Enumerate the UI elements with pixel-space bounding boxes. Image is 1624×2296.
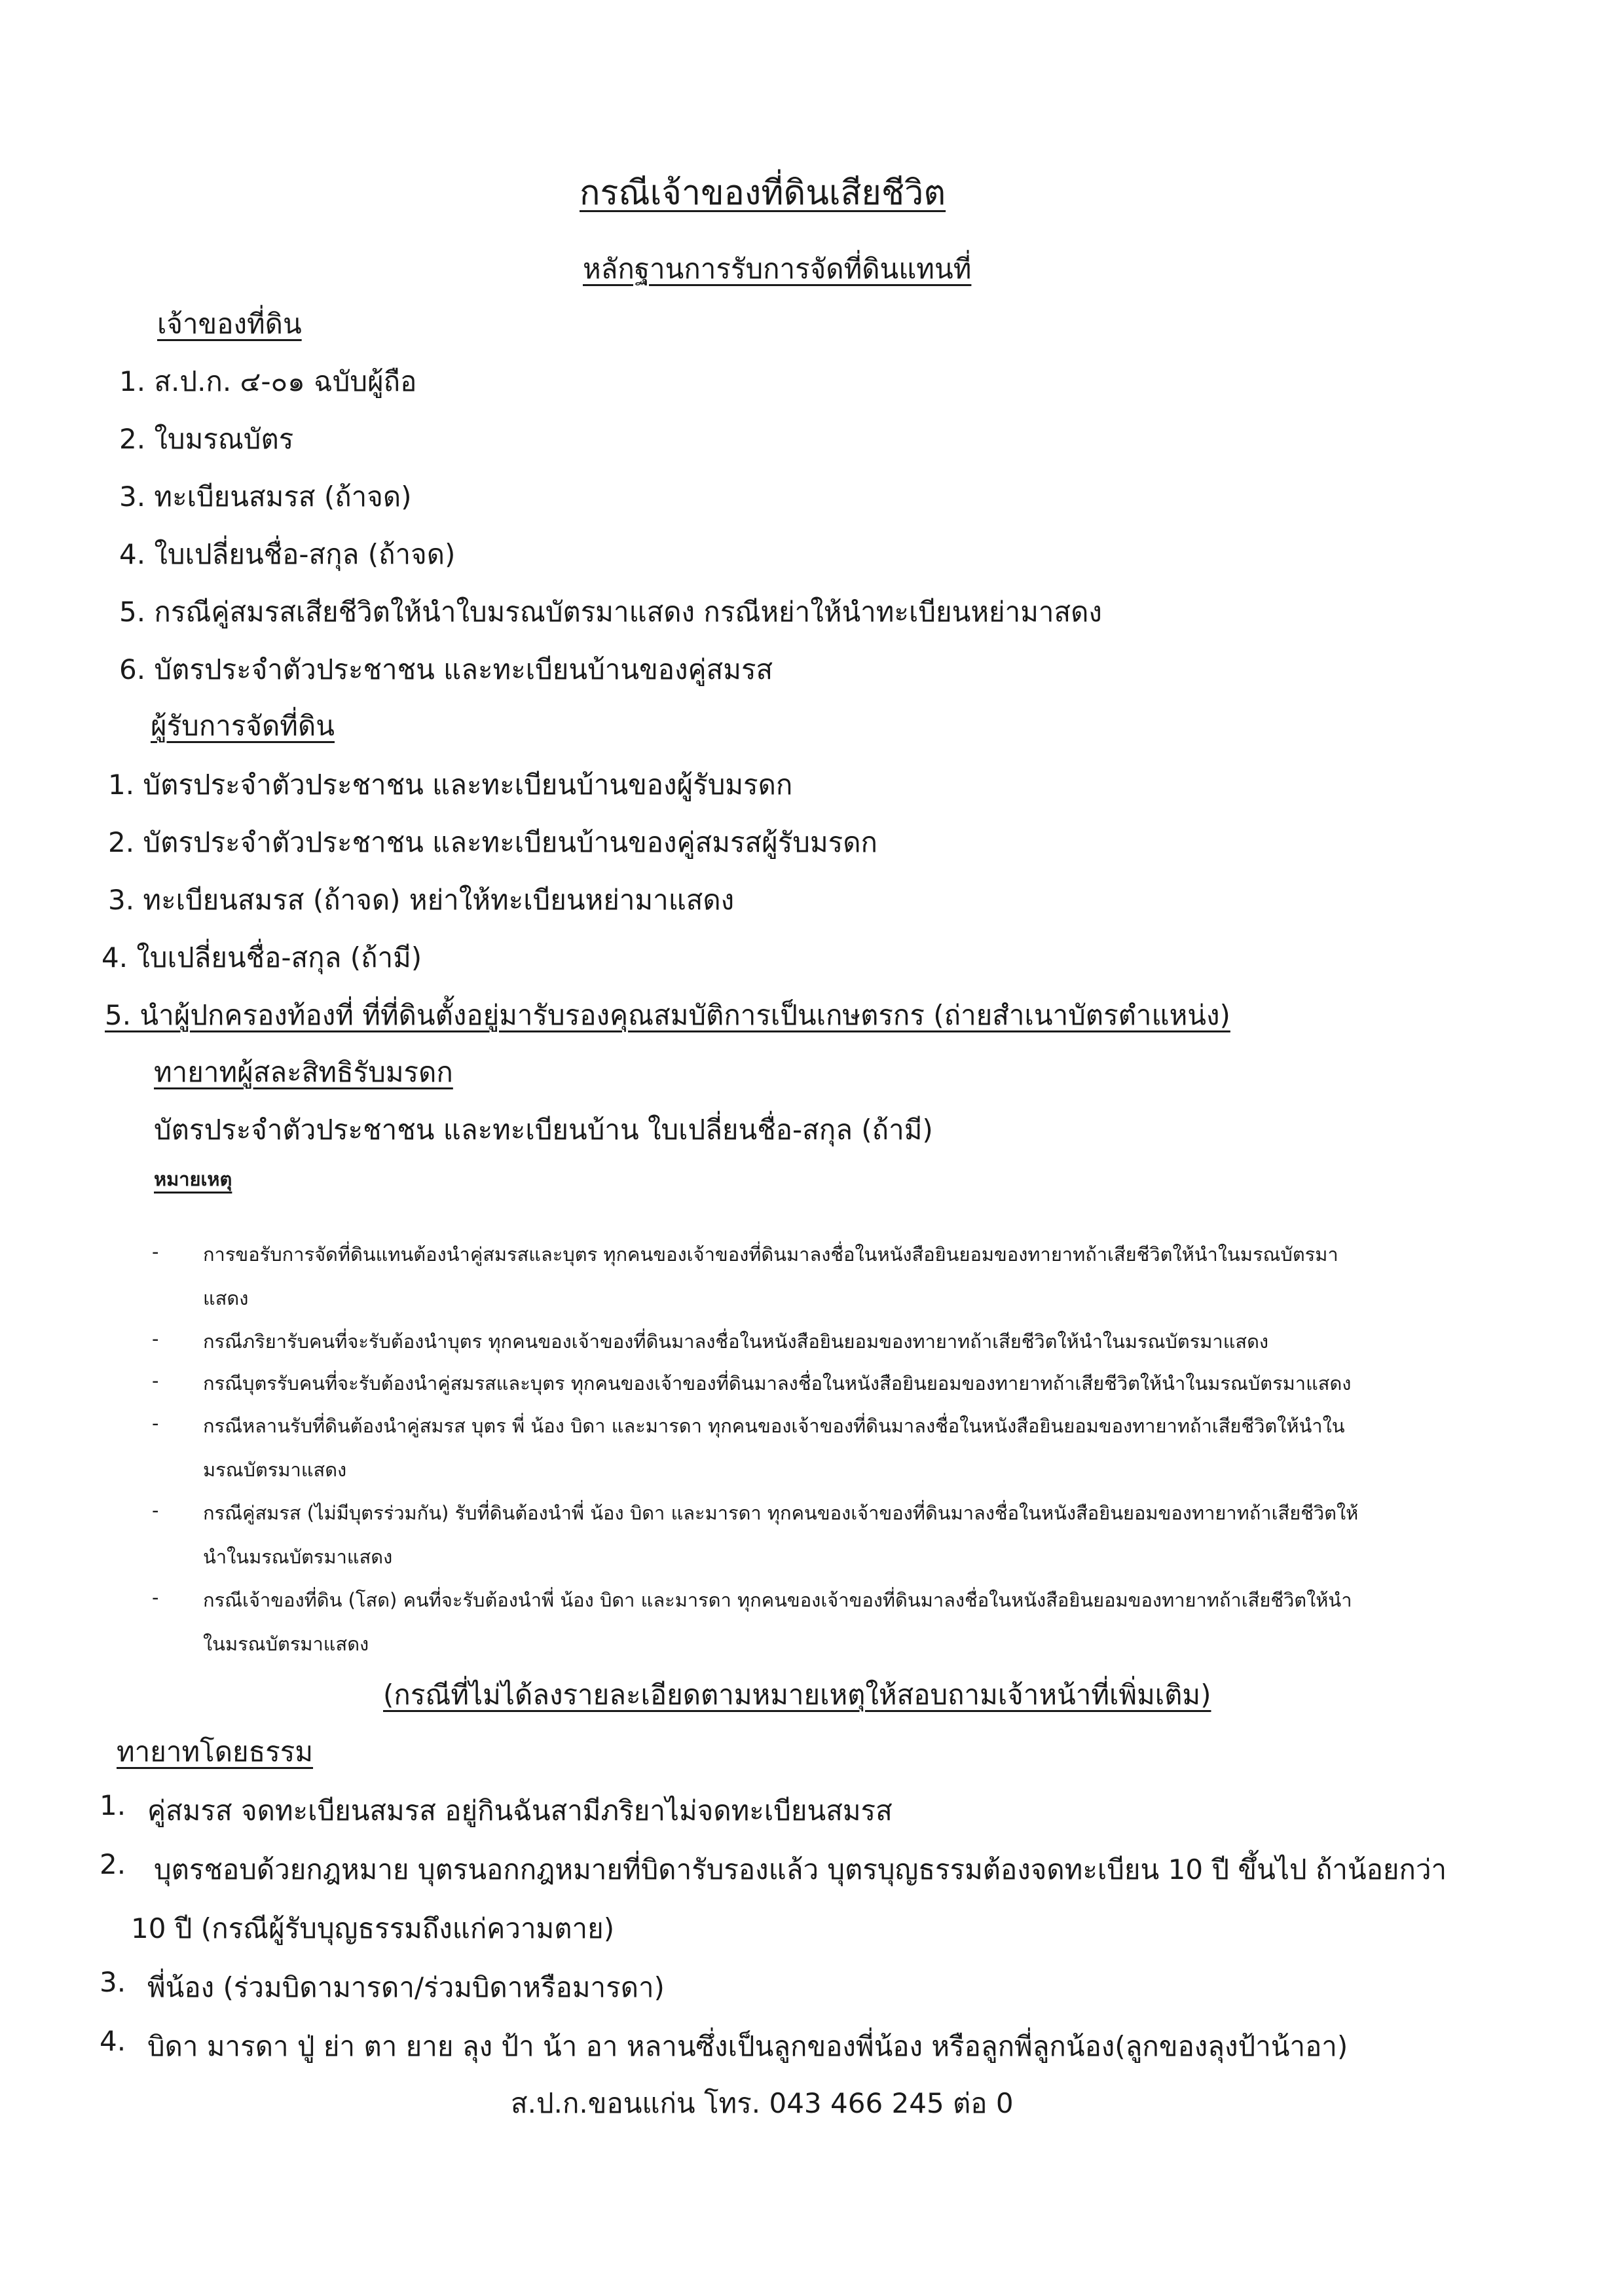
- bullet-dash: -: [152, 1328, 159, 1350]
- note-line: แสดง: [203, 1287, 249, 1309]
- note-line: กรณีภริยารับคนที่จะรับต้องนำบุตร ทุกคนของเจ้าของที่ดินมาลงชื่อในหนังสือยินยอมของทายาทถ้าเสียชีวิตให้นำในมรณบัตรมาแสดง: [203, 1330, 1269, 1353]
- note-line: การขอรับการจัดที่ดินแทนต้องนำคู่สมรสและบุตร ทุกคนของเจ้าของที่ดินมาลงชื่อในหนังสือยินยอมของทายาทถ้าเสียชีวิตให้นำในมรณบัตรมา: [203, 1243, 1338, 1266]
- note-line: ในมรณบัตรมาแสดง: [203, 1633, 369, 1655]
- legal-heir-text: 10 ปี (กรณีผู้รับบุญธรรมถึงแก่ความตาย): [131, 1912, 615, 1944]
- note-line: กรณีบุตรรับคนที่จะรับต้องนำคู่สมรสและบุตร ทุกคนของเจ้าของที่ดินมาลงชื่อในหนังสือยินยอมของทายาทถ้าเสียชีวิตให้นำในมรณบัตรมาแสดง: [203, 1372, 1352, 1394]
- bullet-dash: -: [152, 1412, 159, 1434]
- legal-heir-text: บุตรชอบด้วยกฎหมาย บุตรนอกกฎหมายที่บิดารับรองแล้ว บุตรบุญธรรมต้องจดทะเบียน 10 ปี ขึ้นไป ถ้าน้อยกว่า: [154, 1853, 1447, 1886]
- legal-heir-text: บิดา มารดา ปู่ ย่า ตา ยาย ลุง ป้า น้า อา หลานซึ่งเป็นลูกของพี่น้อง หรือลูกพี่ลูกน้อง(ลูกของลุงป้าน้าอา): [147, 2030, 1348, 2062]
- note-line: กรณีหลานรับที่ดินต้องนำคู่สมรส บุตร พี่ น้อง บิดา และมารดา ทุกคนของเจ้าของที่ดินมาลงชื่อในหนังสือยินยอมของทายาทถ้าเสียชีวิตให้นำใน: [203, 1415, 1345, 1437]
- bullet-dash: -: [152, 1241, 159, 1263]
- legal-heir-text: พี่น้อง (ร่วมบิดามารดา/ร่วมบิดาหรือมารดา): [147, 1971, 665, 2003]
- note-line: มรณบัตรมาแสดง: [203, 1459, 347, 1481]
- owner-item: 3. ทะเบียนสมรส (ถ้าจด): [119, 481, 412, 513]
- bullet-dash: -: [152, 1370, 159, 1392]
- owner-item: 4. ใบเปลี่ยนชื่อ-สกุล (ถ้าจด): [119, 538, 456, 570]
- receiver-item: 3. ทะเบียนสมรส (ถ้าจด) หย่าให้ทะเบียนหย่ามาแสดง: [108, 884, 735, 916]
- receiver-item-headman: 5. นำผู้ปกครองท้องที่ ที่ที่ดินตั้งอยู่มารับรองคุณสมบัติการเป็นเกษตรกร (ถ่ายสำเนาบัตรตำแหน่ง): [105, 999, 1230, 1031]
- owner-item: 2. ใบมรณบัตร: [119, 423, 294, 455]
- legal-heir-number: 4.: [100, 2025, 126, 2057]
- inquiry-note: (กรณีที่ไม่ได้ลงรายละเอียดตามหมายเหตุให้สอบถามเจ้าหน้าที่เพิ่มเติม): [383, 1679, 1211, 1711]
- page-title: กรณีเจ้าของที่ดินเสียชีวิต: [580, 173, 946, 213]
- notes-heading: หมายเหตุ: [154, 1168, 232, 1190]
- legal-heir-number: 2.: [100, 1848, 126, 1880]
- legal-heir-text: คู่สมรส จดทะเบียนสมรส อยู่กินฉันสามีภริยาไม่จดทะเบียนสมรส: [147, 1795, 893, 1827]
- receiver-item: 4. ใบเปลี่ยนชื่อ-สกุล (ถ้ามี): [101, 941, 422, 974]
- note-line: กรณีเจ้าของที่ดิน (โสด) คนที่จะรับต้องนำพี่ น้อง บิดา และมารดา ทุกคนของเจ้าของที่ดินมาลงชื่อในหนังสือยินยอมของทายาทถ้าเสียชีวิตให้นำ: [203, 1589, 1352, 1611]
- heir-waiver-heading: ทายาทผู้สละสิทธิรับมรดก: [154, 1056, 453, 1088]
- receiver-heading: ผู้รับการจัดที่ดิน: [151, 710, 335, 742]
- bullet-dash: -: [152, 1586, 159, 1609]
- legal-heir-number: 3.: [100, 1966, 126, 1998]
- note-line: กรณีคู่สมรส (ไม่มีบุตรร่วมกัน) รับที่ดินต้องนำพี่ น้อง บิดา และมารดา ทุกคนของเจ้าของที่ดินมาลงชื่อในหนังสือยินยอมของทายาทถ้าเสียชีวิตให้: [203, 1502, 1359, 1524]
- legal-heirs-heading: ทายาทโดยธรรม: [117, 1736, 314, 1768]
- contact-footer: ส.ป.ก.ขอนแก่น โทร. 043 466 245 ต่อ 0: [511, 2087, 1014, 2119]
- receiver-item: 2. บัตรประจำตัวประชาชน และทะเบียนบ้านของคู่สมรสผู้รับมรดก: [108, 826, 877, 858]
- owner-item: 1. ส.ป.ก. ๔-๐๑ ฉบับผู้ถือ: [119, 365, 417, 397]
- owner-item: 5. กรณีคู่สมรสเสียชีวิตให้นำใบมรณบัตรมาแสดง กรณีหย่าให้นำทะเบียนหย่ามาสดง: [119, 596, 1102, 628]
- note-line: นำในมรณบัตรมาแสดง: [203, 1546, 393, 1568]
- owner-heading: เจ้าของที่ดิน: [157, 308, 302, 340]
- receiver-item: 1. บัตรประจำตัวประชาชน และทะเบียนบ้านของผู้รับมรดก: [108, 769, 793, 801]
- bullet-dash: -: [152, 1499, 159, 1522]
- heir-waiver-text: บัตรประจำตัวประชาชน และทะเบียนบ้าน ใบเปลี่ยนชื่อ-สกุล (ถ้ามี): [154, 1114, 933, 1146]
- page-subtitle: หลักฐานการรับการจัดที่ดินแทนที่: [583, 253, 972, 285]
- owner-item: 6. บัตรประจำตัวประชาชน และทะเบียนบ้านของคู่สมรส: [119, 653, 773, 685]
- legal-heir-number: 1.: [100, 1789, 126, 1821]
